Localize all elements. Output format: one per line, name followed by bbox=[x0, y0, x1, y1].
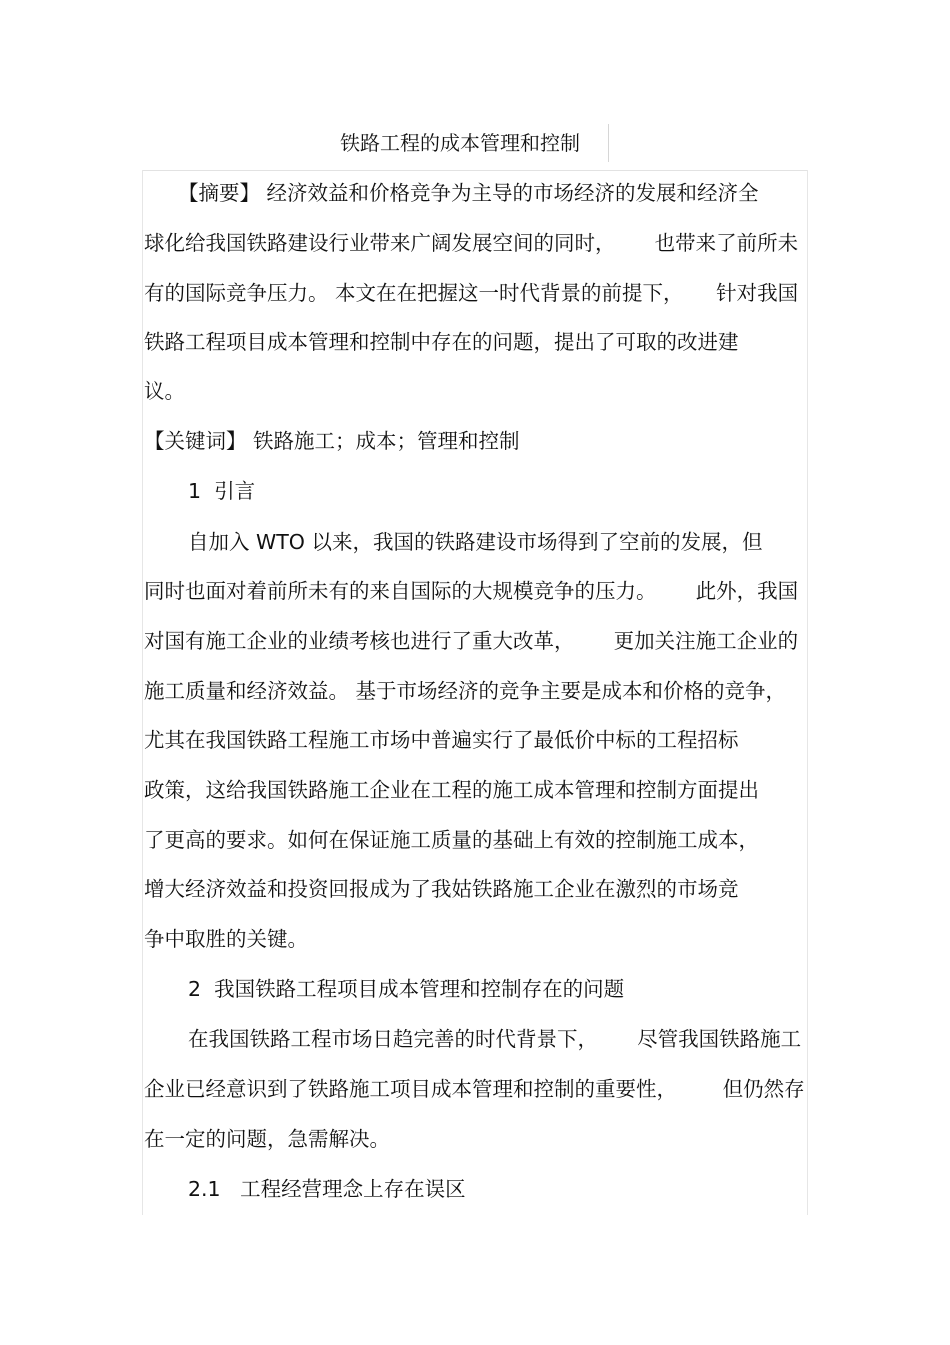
section2-line-1: 在我国铁路工程市场日趋完善的时代背景下， 尽管我国铁路施工 bbox=[188, 1027, 802, 1051]
intro-line-4: 施工质量和经济效益。 基于市场经济的竞争主要是成本和价格的竞争， bbox=[144, 679, 787, 703]
title-divider bbox=[608, 124, 609, 162]
intro-line-7: 了更高的要求。如何在保证施工质量的基础上有效的控制施工成本， bbox=[144, 828, 759, 852]
subsection-heading-2-1: 2.1 工程经营理念上存在误区 bbox=[188, 1177, 466, 1201]
intro-line-6: 政策，这给我国铁路施工企业在工程的施工成本管理和控制方面提出 bbox=[144, 778, 759, 802]
intro-line-5: 尤其在我国铁路工程施工市场中普遍实行了最低价中标的工程招标 bbox=[144, 728, 739, 752]
abstract-line-2: 球化给我国铁路建设行业带来广阔发展空间的同时， 也带来了前所未 bbox=[144, 231, 799, 255]
abstract-line-5: 议。 bbox=[144, 379, 185, 403]
frame-right-border bbox=[807, 170, 808, 1215]
intro-line-9: 争中取胜的关键。 bbox=[144, 927, 308, 951]
section2-line-2: 企业已经意识到了铁路施工项目成本管理和控制的重要性， 但仍然存 bbox=[144, 1077, 805, 1101]
abstract-line-1: 【摘要】 经济效益和价格竞争为主导的市场经济的发展和经济全 bbox=[178, 181, 759, 205]
section-heading-1: 1 引言 bbox=[188, 479, 256, 503]
intro-line-2: 同时也面对着前所未有的来自国际的大规模竞争的压力。 此外，我国 bbox=[144, 579, 799, 603]
frame-left-border bbox=[142, 170, 143, 1215]
intro-line-8: 增大经济效益和投资回报成为了我姑铁路施工企业在激烈的市场竞 bbox=[144, 877, 739, 901]
section-heading-2: 2 我国铁路工程项目成本管理和控制存在的问题 bbox=[188, 977, 625, 1001]
intro-line-3: 对国有施工企业的业绩考核也进行了重大改革， 更加关注施工企业的 bbox=[144, 629, 799, 653]
section2-line-3: 在一定的问题，急需解决。 bbox=[144, 1127, 390, 1151]
keywords-line: 【关键词】 铁路施工；成本；管理和控制 bbox=[144, 429, 520, 453]
document-title: 铁路工程的成本管理和控制 bbox=[340, 131, 580, 155]
abstract-line-4: 铁路工程项目成本管理和控制中存在的问题，提出了可取的改进建 bbox=[144, 330, 739, 354]
abstract-line-3: 有的国际竞争压力。 本文在在把握这一时代背景的前提下， 针对我国 bbox=[144, 281, 799, 305]
frame-top-border bbox=[142, 170, 808, 171]
intro-line-1: 自加入 WTO 以来，我国的铁路建设市场得到了空前的发展，但 bbox=[188, 530, 763, 554]
